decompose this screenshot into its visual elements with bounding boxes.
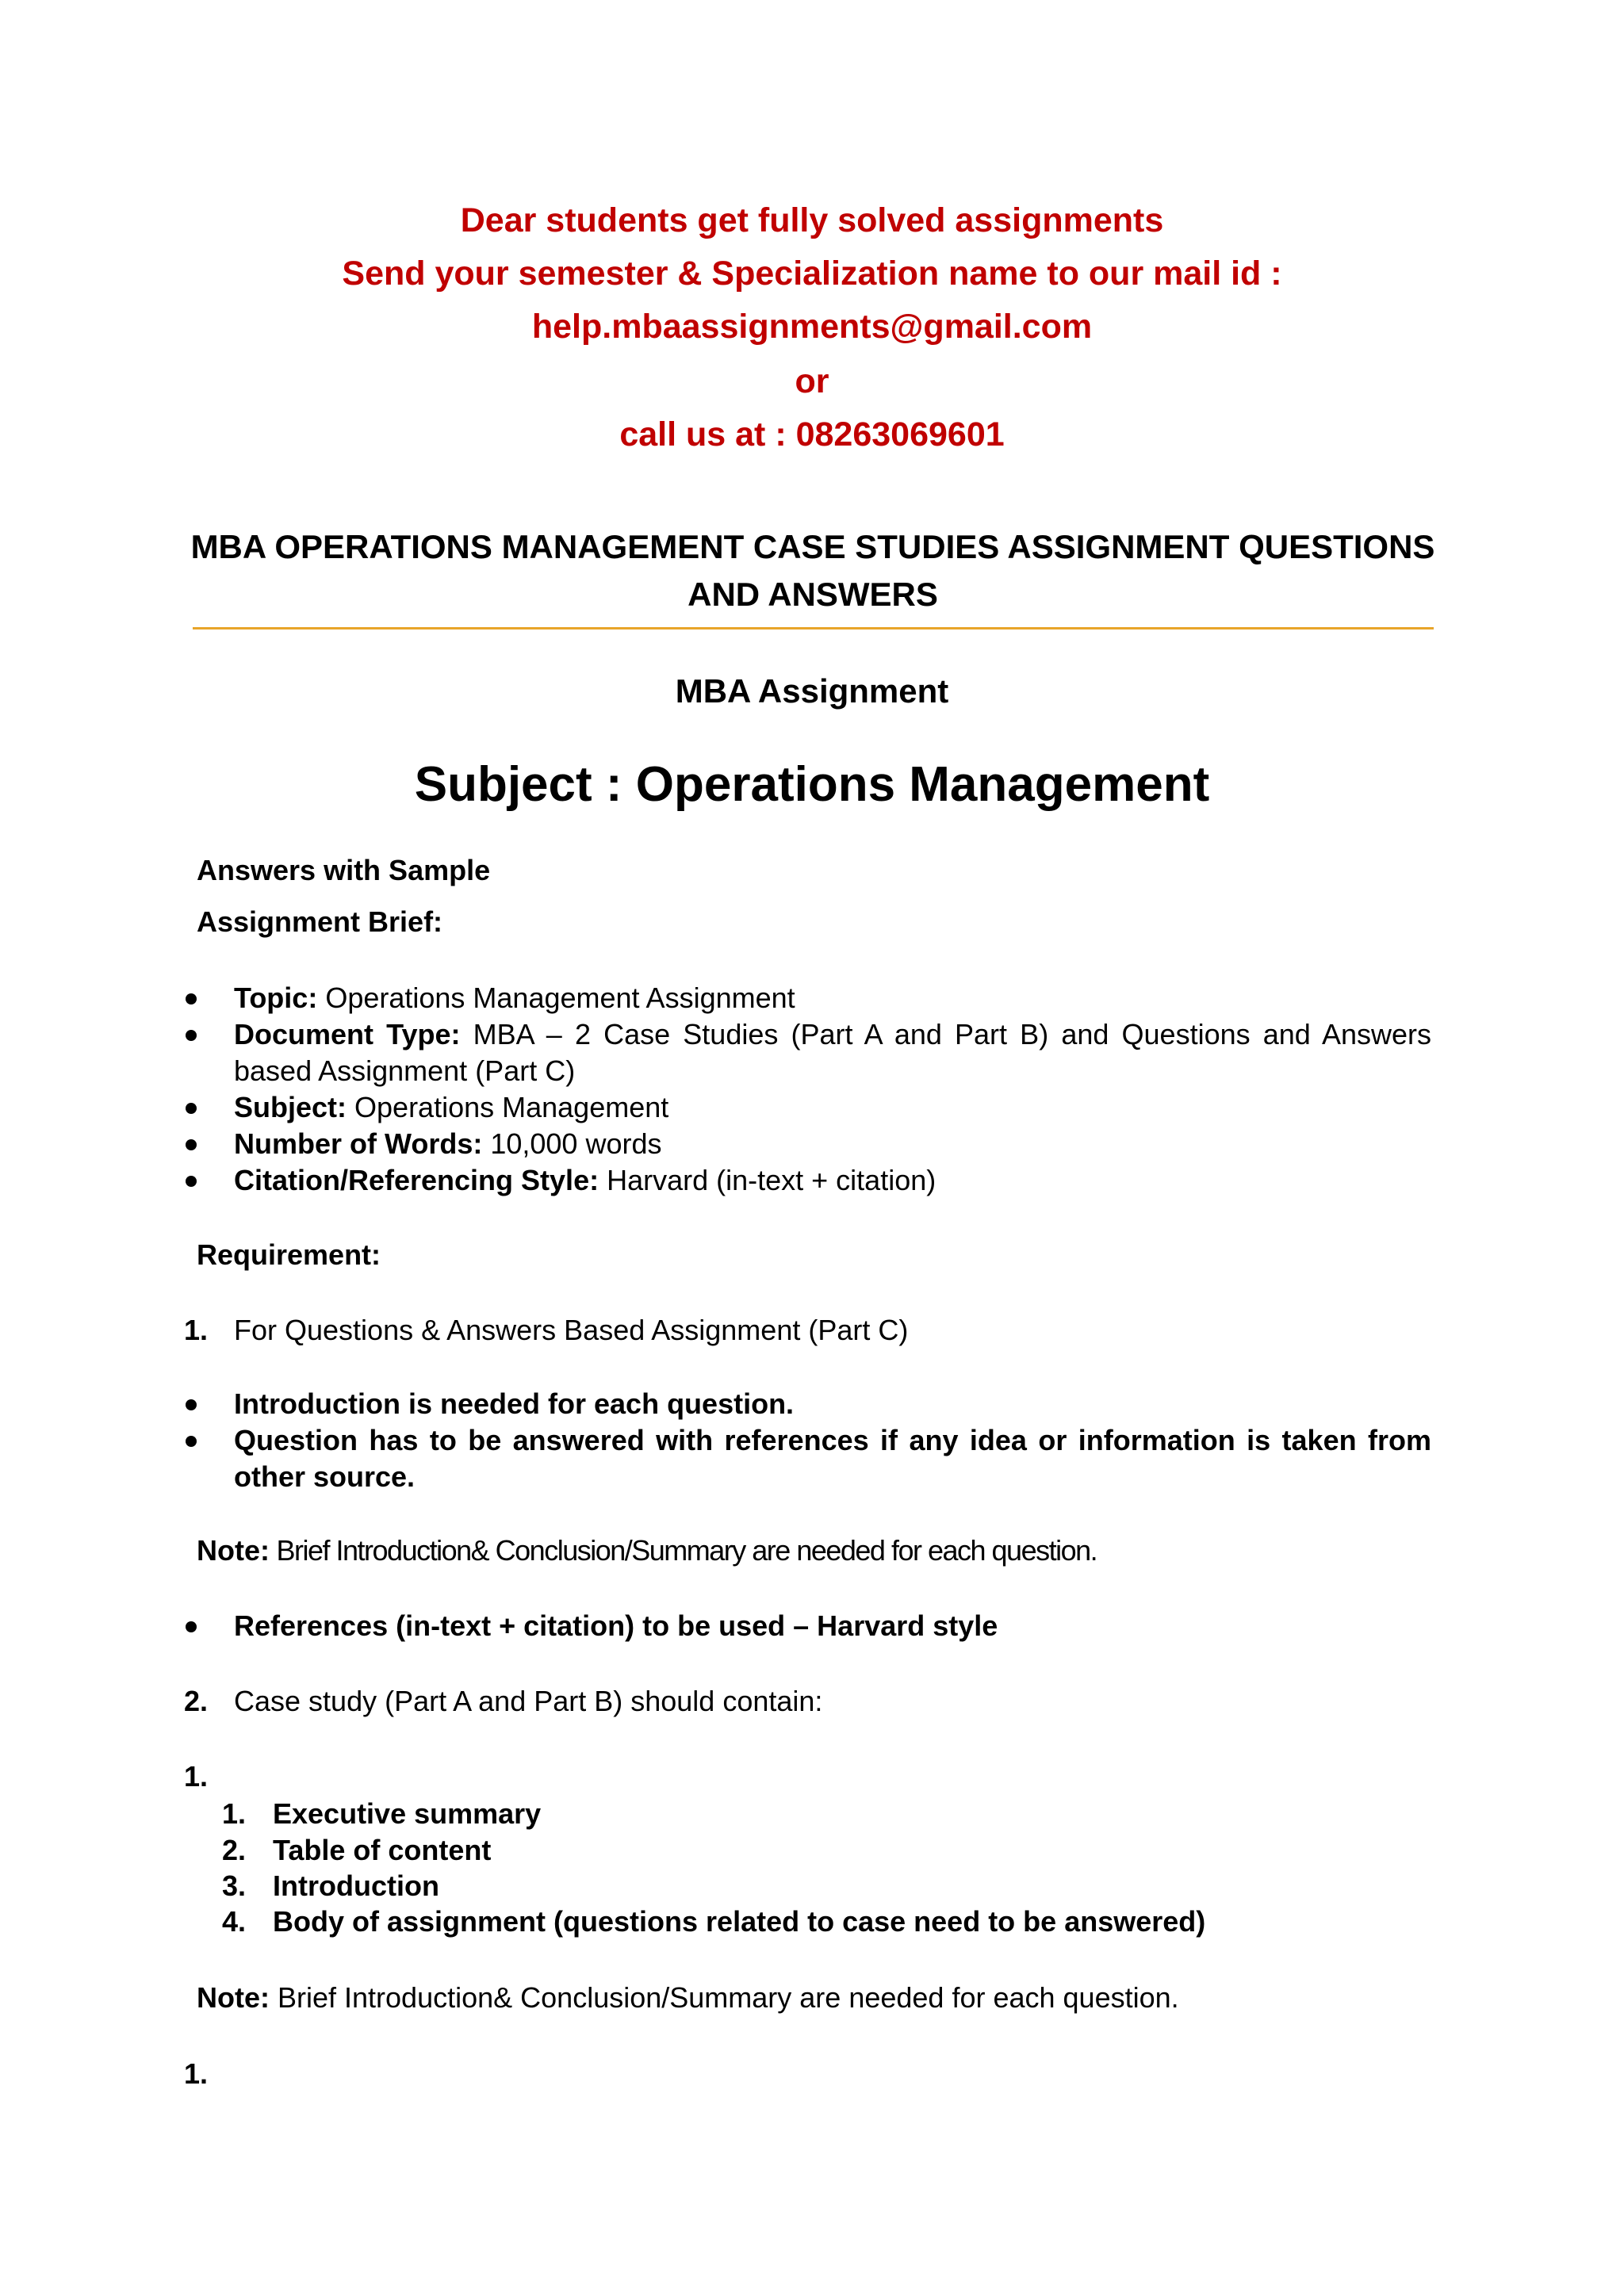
bullet-icon	[186, 1176, 197, 1187]
brief-value-document-type: MBA – 2 Case Studies (Part A and Part B) and Questions and Answers based Assignment (Part C)	[234, 1018, 1432, 1087]
bullet-icon	[186, 1139, 197, 1150]
references-bullet: References (in-text + citation) to be used – Harvard style	[234, 1609, 998, 1642]
bullet-icon	[186, 1436, 197, 1447]
case-item-4-number: 4.	[222, 1905, 247, 1938]
answers-label: Answers with Sample	[197, 854, 491, 886]
document-title	[182, 523, 1443, 618]
case-item-3-number: 3.	[222, 1869, 247, 1902]
bullet-icon	[186, 993, 197, 1004]
requirement-1-bullet-references: Question has to be answered with references if any idea or information is taken from other source.	[234, 1424, 1431, 1493]
note-2	[197, 1980, 1179, 2016]
case-item-1-text: Executive summary	[273, 1797, 542, 1830]
bullet-icon	[186, 1621, 197, 1632]
requirement-1-text: For Questions & Answers Based Assignment (Part C)	[234, 1314, 909, 1346]
outer-number-1: 1.	[184, 1760, 209, 1793]
list-item	[234, 1126, 1431, 1162]
brief-label-citation: Citation/Referencing Style:	[234, 1164, 599, 1196]
list-item	[234, 1089, 1431, 1126]
document-title-line-2: AND ANSWERS	[688, 576, 938, 613]
requirement-2-text: Case study (Part A and Part B) should contain:	[234, 1685, 823, 1717]
brief-label-topic: Topic:	[234, 982, 318, 1014]
promo-phone: call us at : 08263069601	[619, 415, 1005, 453]
promo-or: or	[795, 362, 829, 400]
promo-line-2: Send your semester & Specialization name to our mail id :	[342, 254, 1282, 293]
subject-heading: Subject : Operations Management	[414, 757, 1210, 812]
promo-line-1: Dear students get fully solved assignments	[460, 201, 1164, 239]
brief-value-subject: Operations Management	[347, 1091, 669, 1123]
note-1-text: Brief Introduction& Conclusion/Summary are needed for each question.	[270, 1534, 1097, 1567]
case-item-3-text: Introduction	[273, 1869, 439, 1902]
requirement-label: Requirement:	[197, 1238, 381, 1271]
assignment-heading: MBA Assignment	[675, 672, 949, 710]
note-2-text: Brief Introduction& Conclusion/Summary are needed for each question.	[270, 1981, 1179, 2014]
brief-value-topic: Operations Management Assignment	[317, 982, 795, 1014]
requirement-1-number: 1.	[184, 1314, 209, 1346]
brief-label-subject: Subject:	[234, 1091, 347, 1123]
case-item-1-number: 1.	[222, 1797, 247, 1830]
requirement-1-bullet-intro: Introduction is needed for each question.	[234, 1387, 795, 1420]
note-2-label: Note:	[197, 1981, 270, 2014]
note-1-label: Note:	[197, 1534, 270, 1567]
brief-label-document-type: Document Type:	[234, 1018, 461, 1050]
list-item	[234, 1016, 1431, 1089]
requirement-2-number: 2.	[184, 1685, 209, 1717]
promo-email: help.mbaassignments@gmail.com	[531, 308, 1093, 346]
brief-label-word-count: Number of Words:	[234, 1127, 483, 1160]
case-item-4-text: Body of assignment (questions related to case need to be answered)	[273, 1905, 1206, 1938]
list-item	[234, 1162, 1431, 1199]
brief-label: Assignment Brief:	[197, 905, 443, 938]
case-item-2-number: 2.	[222, 1834, 247, 1866]
outer-number-2: 1.	[184, 2057, 209, 2090]
bullet-icon	[186, 1030, 197, 1041]
case-item-2-text: Table of content	[273, 1834, 492, 1866]
bullet-icon	[186, 1103, 197, 1114]
note-1	[197, 1533, 1097, 1569]
bullet-icon	[186, 1399, 197, 1410]
brief-value-word-count: 10,000 words	[482, 1127, 662, 1160]
list-item	[234, 980, 1431, 1016]
document-title-line-1: MBA OPERATIONS MANAGEMENT CASE STUDIES ASSIGNMENT QUESTIONS	[190, 528, 1435, 565]
title-divider	[193, 627, 1434, 629]
brief-value-citation: Harvard (in-text + citation)	[599, 1164, 936, 1196]
